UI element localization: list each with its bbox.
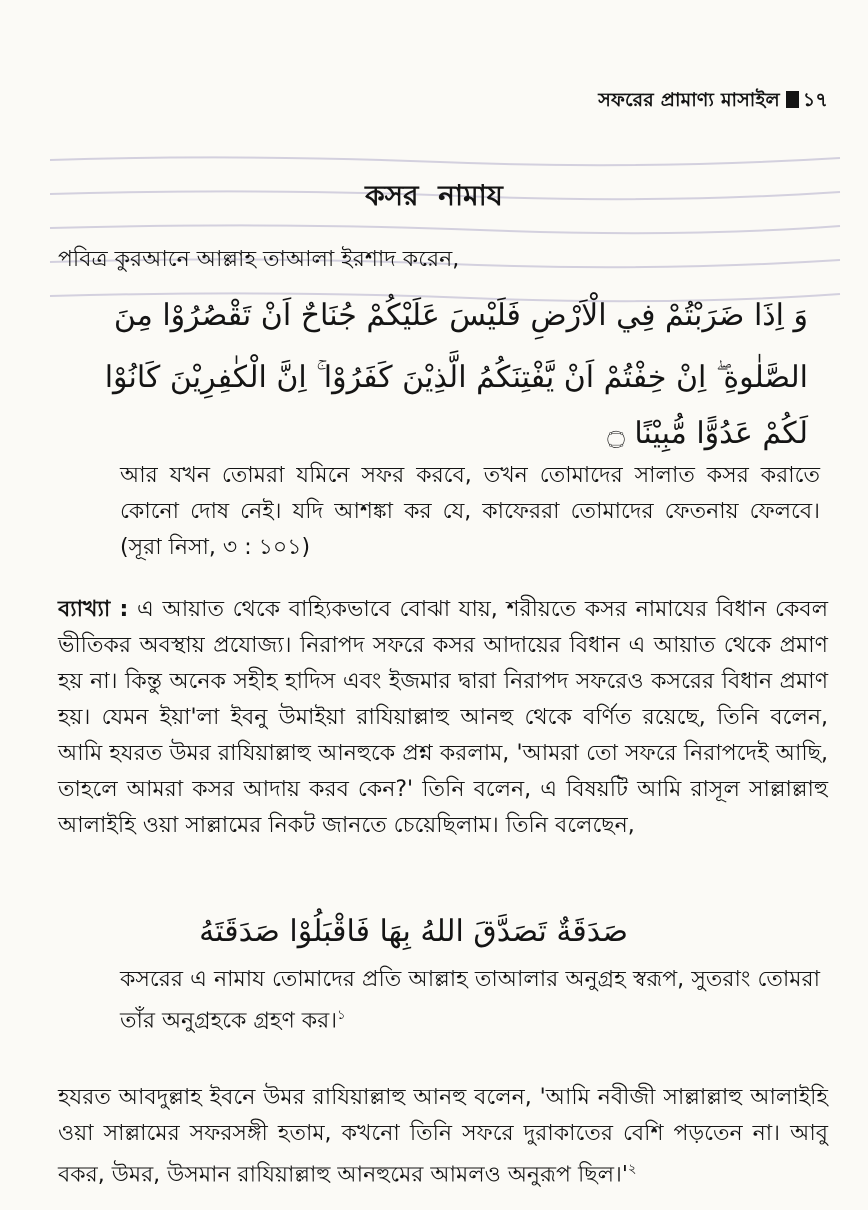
hadith-translation-block [120,962,820,1039]
header-separator-square [786,91,799,108]
page-number: ১৭ [802,89,828,111]
explanation-paragraph [58,592,828,844]
final-paragraph-text: হযরত আবদুল্লাহ ইবনে উমর রাযিয়াল্লাহু আনহু বলেন, 'আমি নবীজী সাল্লাল্লাহু আলাইহি ওয়া সাল্লামের সফরসঙ্গী হতাম, কখনো তিনি সফরে দুরাকাতের বেশি পড়তেন না। আবু বকর, উমর, উসমান রাযিয়াল্লাহু আনহুমের আমলও অনুরূপ ছিল।' [58,1085,828,1188]
running-header [598,86,828,118]
bleed-through-lines [40,140,848,320]
explanation-text: এ আয়াত থেকে বাহ্যিকভাবে বোঝা যায়, শরীয়তে কসর নামাযের বিধান কেবল ভীতিকর অবস্থায় প্রযোজ্য। নিরাপদ সফরে কসর আদায়ের বিধান এ আয়াত থেকে প্রমাণ হয় না। কিন্তু অনেক সহীহ হাদিস এবং ইজমার দ্বারা নিরাপদ সফরেও কসরের বিধান প্রমাণ হয়। যেমন ইয়া'লা ইবনু উমাইয়া রাযিয়াল্লাহু আনহু থেকে বর্ণিত রয়েছে, তিনি বলেন, আমি হযরত উমর রাযিয়াল্লাহু আনহুকে প্রশ্ন করলাম, 'আমরা তো সফরে নিরাপদেই আছি, তাহলে আমরা কসর আদায় করব কেন?' তিনি বলেন, এ বিষয়টি আমি রাসূল সাল্লাল্লাহু আলাইহি ওয়া সাল্লামের নিকট জানতে চেয়েছিলাম। তিনি বলেছেন, [58,597,828,838]
bleed-through-texture [40,140,848,320]
running-title: সফরের প্রামাণ্য মাসাইল [598,89,780,111]
verse-arabic-line-3: لَكُمْ عَدُوًّا مُّبِيْنًا ۝ [607,416,808,451]
verse-arabic-line-2: الصَّلٰوةِ ۖ اِنْ خِفْتُمْ اَنْ يَّفْتِنَكُمُ الَّذِيْنَ كَفَرُوْا ۚ اِنَّ الْكٰفِرِيْنَ كَانُوْا [104,360,808,395]
footnote-marker-1: ১ [337,1008,346,1023]
footnote-marker-2: ২ [627,1162,637,1177]
hadith-arabic: صَدَقَةٌ تَصَدَّقَ اللهُ بِهَا فَاقْبَلُوْا صَدَقَتَهُ [199,914,628,949]
chapter-title: কসর নামায [365,179,503,212]
hadith-translation: কসরের এ নামায তোমাদের প্রতি আল্লাহ তাআলার অনুগ্রহ স্বরূপ, সুতরাং তোমরা তাঁর অনুগ্রহকে গ্রহণ কর। [120,967,820,1034]
verse-arabic-line-1: وَ اِذَا ضَرَبْتُمْ فِي الْاَرْضِ فَلَيْسَ عَلَيْكُمْ جُنَاحٌ اَنْ تَقْصُرُوْا مِنَ [113,298,808,333]
final-paragraph [58,1080,828,1193]
explanation-label: ব্যাখ্যা : [58,597,129,622]
verse-translation: আর যখন তোমরা যমিনে সফর করবে, তখন তোমাদের সালাত কসর করাতে কোনো দোষ নেই। যদি আশঙ্কা কর যে, কাফেররা তোমাদের ফেতনায় ফেলবে। (সূরা নিসা, ৩ : ১০১) [120,463,820,560]
intro-line: পবিত্র কুরআনে আল্লাহ তাআলা ইরশাদ করেন, [58,247,460,272]
